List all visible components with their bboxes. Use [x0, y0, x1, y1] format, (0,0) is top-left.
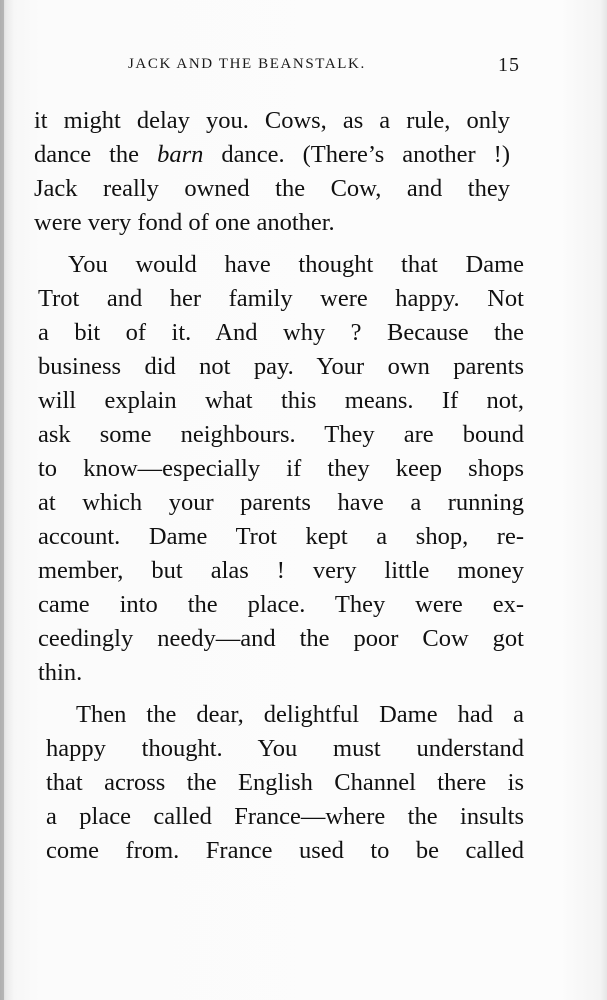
text-segment: dance. (There’s another !) — [203, 141, 511, 168]
running-head — [128, 56, 520, 78]
text-line: happy thought. You must understand — [46, 735, 524, 762]
body-text — [34, 104, 524, 868]
text-line: thin. — [38, 659, 83, 686]
text-line: come from. France used to be called — [46, 837, 524, 864]
text-line: business did not pay. Your own parents — [38, 353, 524, 380]
text-line: account. Dame Trot kept a shop, re- — [38, 523, 524, 550]
text-line: You would have thought that Dame — [68, 251, 524, 278]
text-line: came into the place. They were ex- — [38, 591, 524, 618]
page-spine-shadow — [0, 0, 4, 1000]
text-line: a bit of it. And why ? Because the — [38, 319, 524, 346]
text-line: Jack really owned the Cow, and they — [34, 175, 510, 202]
page-number: 15 — [498, 54, 520, 76]
text-line: ask some neighbours. They are bound — [38, 421, 524, 448]
paragraph-gap — [34, 690, 524, 698]
text-line: that across the English Channel there is — [46, 769, 524, 796]
text-line: Then the dear, delightful Dame had a — [76, 701, 524, 728]
paragraph-3 — [34, 698, 524, 868]
text-line: it might delay you. Cows, as a rule, only — [34, 107, 510, 134]
paragraph-gap — [34, 240, 524, 248]
text-line: to know—especially if they keep shops — [38, 455, 524, 482]
text-line: at which your parents have a running — [38, 489, 524, 516]
text-line: a place called France—where the insults — [46, 803, 524, 830]
text-line — [34, 138, 510, 172]
text-segment: dance the — [34, 141, 158, 168]
text-line: member, but alas ! very little money — [38, 557, 524, 584]
paragraph-1 — [34, 104, 524, 240]
italic-word: barn — [157, 141, 204, 168]
text-line: ceedingly needy—and the poor Cow got — [38, 625, 524, 652]
text-line: will explain what this means. If not, — [38, 387, 524, 414]
paragraph-2 — [34, 248, 524, 690]
running-title: JACK AND THE BEANSTALK. — [128, 56, 366, 72]
text-line: Trot and her family were happy. Not — [38, 285, 524, 312]
text-line: were very fond of one another. — [34, 209, 335, 236]
